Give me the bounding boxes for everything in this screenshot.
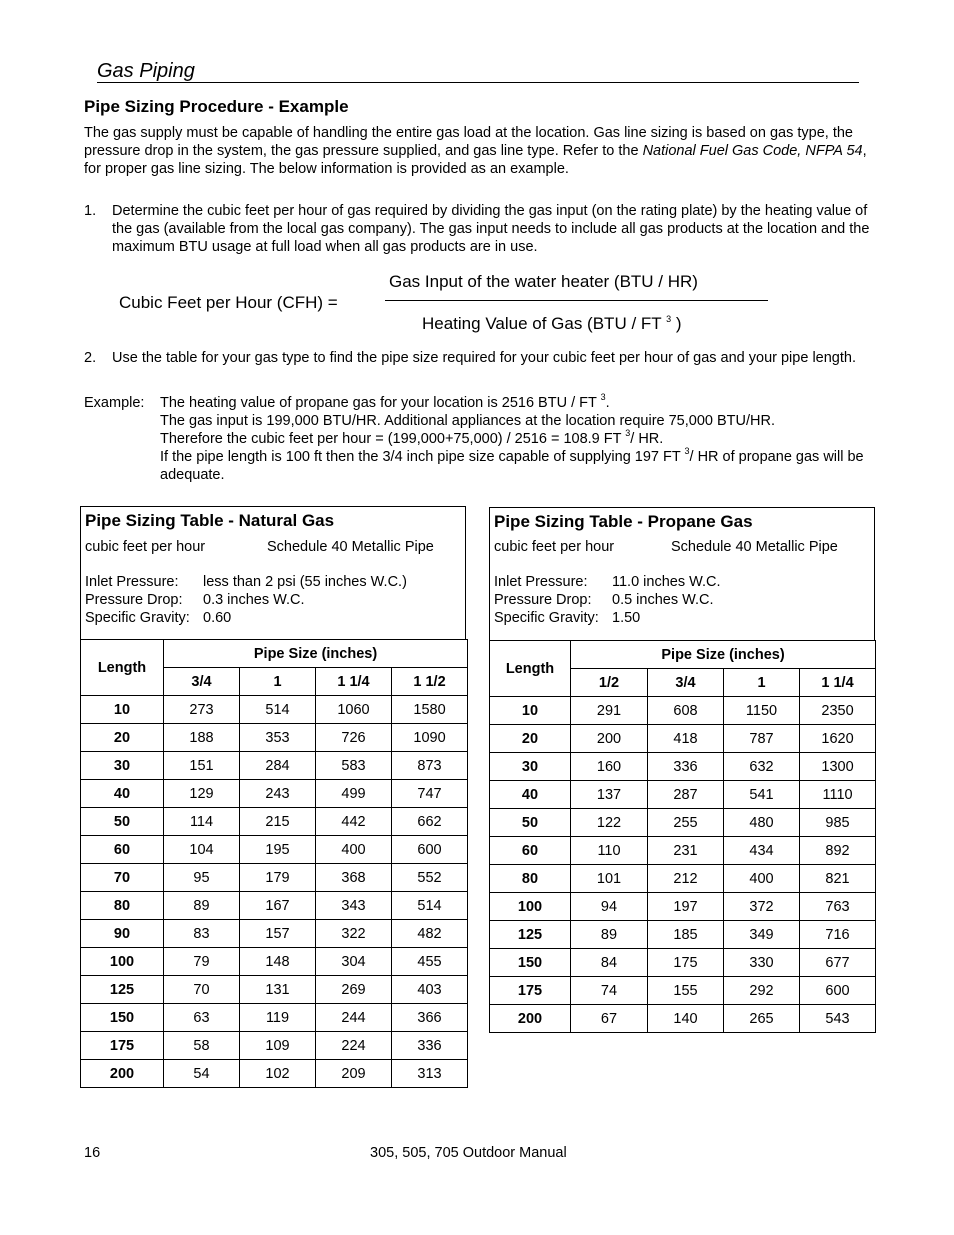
length-cell: 20: [81, 724, 164, 752]
capacity-cell: 155: [648, 977, 724, 1005]
table-row: [490, 809, 876, 837]
example-line-4: If the pipe length is 100 ft then the 3/4 inch pipe size capable of supplying 197 FT $^3$/ HR of propane gas will be adequate.: [160, 446, 864, 483]
pipe-size-col-header: 3/4: [648, 669, 724, 697]
denominator-close: ): [671, 314, 682, 333]
denominator-superscript: 3: [666, 314, 672, 324]
table-row: [81, 808, 468, 836]
capacity-cell: 70: [164, 976, 240, 1004]
capacity-cell: 403: [392, 976, 468, 1004]
capacity-cell: 677: [800, 949, 876, 977]
propane-gas-inlet-value: 11.0 inches W.C.: [612, 574, 721, 590]
capacity-cell: 600: [392, 836, 468, 864]
capacity-cell: 200: [571, 725, 648, 753]
denominator-text: Heating Value of Gas (BTU / FT: [422, 314, 667, 333]
capacity-cell: 600: [800, 977, 876, 1005]
capacity-cell: 244: [316, 1004, 392, 1032]
length-cell: 10: [490, 697, 571, 725]
capacity-cell: 1060: [316, 696, 392, 724]
capacity-cell: 129: [164, 780, 240, 808]
length-header: Length: [81, 640, 164, 696]
page-heading: Pipe Sizing Procedure - Example: [84, 97, 349, 116]
capacity-cell: 322: [316, 920, 392, 948]
length-cell: 150: [490, 949, 571, 977]
propane-gas-sg-value: 1.50: [612, 610, 641, 626]
title-rule: [97, 82, 859, 83]
capacity-cell: 102: [240, 1060, 316, 1088]
table-row: [81, 1060, 468, 1088]
formula-division-line: [385, 300, 768, 301]
example-line-1: The heating value of propane gas for your location is 2516 BTU / FT $^3$.: [160, 392, 610, 411]
capacity-cell: 58: [164, 1032, 240, 1060]
capacity-cell: 1110: [800, 781, 876, 809]
table-row: [490, 921, 876, 949]
capacity-cell: 336: [392, 1032, 468, 1060]
pipe-size-col-header: 1 1/2: [392, 668, 468, 696]
capacity-cell: 1620: [800, 725, 876, 753]
capacity-cell: 284: [240, 752, 316, 780]
table-row: [81, 976, 468, 1004]
capacity-cell: 67: [571, 1005, 648, 1033]
length-cell: 100: [490, 893, 571, 921]
table-row: [490, 753, 876, 781]
length-cell: 50: [490, 809, 571, 837]
capacity-cell: 110: [571, 837, 648, 865]
capacity-cell: 368: [316, 864, 392, 892]
pipe-size-header: Pipe Size (inches): [164, 640, 468, 668]
capacity-cell: 119: [240, 1004, 316, 1032]
natural-gas-inlet-value: less than 2 psi (55 inches W.C.): [203, 574, 407, 590]
capacity-cell: 109: [240, 1032, 316, 1060]
capacity-cell: 1300: [800, 753, 876, 781]
capacity-cell: 89: [164, 892, 240, 920]
pipe-size-col-header: 1: [240, 668, 316, 696]
table-row: [81, 836, 468, 864]
page-number: 16: [84, 1145, 101, 1161]
capacity-cell: 84: [571, 949, 648, 977]
capacity-cell: 54: [164, 1060, 240, 1088]
capacity-cell: 400: [724, 865, 800, 893]
capacity-cell: 151: [164, 752, 240, 780]
formula-label: Cubic Feet per Hour (CFH) =: [119, 293, 338, 312]
table-row: [81, 752, 468, 780]
capacity-cell: 349: [724, 921, 800, 949]
pipe-size-header: Pipe Size (inches): [571, 641, 876, 669]
capacity-cell: 366: [392, 1004, 468, 1032]
capacity-cell: 400: [316, 836, 392, 864]
capacity-cell: 313: [392, 1060, 468, 1088]
capacity-cell: 122: [571, 809, 648, 837]
length-cell: 10: [81, 696, 164, 724]
capacity-cell: 434: [724, 837, 800, 865]
length-cell: 90: [81, 920, 164, 948]
intro-text: The gas supply must be capable of handling the entire gas load at the location. Gas line sizing is based on gas type, the pressure drop in the system, the gas pressure supplied, and gas line type. Refer to the: [84, 125, 853, 159]
capacity-cell: 662: [392, 808, 468, 836]
capacity-cell: 179: [240, 864, 316, 892]
capacity-cell: 269: [316, 976, 392, 1004]
length-cell: 125: [81, 976, 164, 1004]
capacity-cell: 185: [648, 921, 724, 949]
capacity-cell: 197: [648, 893, 724, 921]
length-cell: 80: [81, 892, 164, 920]
capacity-cell: 499: [316, 780, 392, 808]
capacity-cell: 1150: [724, 697, 800, 725]
propane-gas-inlet-label: Inlet Pressure:: [494, 574, 588, 590]
length-cell: 30: [490, 753, 571, 781]
length-cell: 40: [81, 780, 164, 808]
length-cell: 125: [490, 921, 571, 949]
capacity-cell: 175: [648, 949, 724, 977]
capacity-cell: 1580: [392, 696, 468, 724]
capacity-cell: 157: [240, 920, 316, 948]
capacity-cell: 148: [240, 948, 316, 976]
intro-text-end: , for proper gas line sizing. The below information is provided as an example.: [84, 143, 867, 177]
capacity-cell: 114: [164, 808, 240, 836]
intro-paragraph: [84, 124, 874, 178]
capacity-cell: 188: [164, 724, 240, 752]
natural-gas-table-title: Pipe Sizing Table - Natural Gas: [85, 511, 335, 530]
capacity-cell: 985: [800, 809, 876, 837]
length-cell: 100: [81, 948, 164, 976]
example-body: [160, 394, 876, 484]
table-row: [81, 1032, 468, 1060]
capacity-cell: 543: [800, 1005, 876, 1033]
length-header: Length: [490, 641, 571, 697]
propane-gas-info-box: [489, 507, 875, 640]
capacity-cell: 224: [316, 1032, 392, 1060]
step-2-text: Use the table for your gas type to find the pipe size required for your cubic feet per hour of gas and your pipe length.: [112, 350, 856, 366]
capacity-cell: 372: [724, 893, 800, 921]
length-cell: 60: [490, 837, 571, 865]
capacity-cell: 273: [164, 696, 240, 724]
table-row: [490, 697, 876, 725]
capacity-cell: 455: [392, 948, 468, 976]
capacity-cell: 83: [164, 920, 240, 948]
table-row: [81, 1004, 468, 1032]
natural-gas-sg-label: Specific Gravity:: [85, 610, 190, 626]
capacity-cell: 552: [392, 864, 468, 892]
length-cell: 70: [81, 864, 164, 892]
length-cell: 200: [81, 1060, 164, 1088]
capacity-cell: 336: [648, 753, 724, 781]
capacity-cell: 418: [648, 725, 724, 753]
capacity-cell: 131: [240, 976, 316, 1004]
propane-gas-table-title: Pipe Sizing Table - Propane Gas: [494, 512, 753, 531]
table-row: [490, 977, 876, 1005]
capacity-cell: 330: [724, 949, 800, 977]
capacity-cell: 353: [240, 724, 316, 752]
capacity-cell: 167: [240, 892, 316, 920]
capacity-cell: 480: [724, 809, 800, 837]
step-1-text: Determine the cubic feet per hour of gas required by dividing the gas input (on the rating plate) by the heating value of the gas (available from the local gas company). The gas input needs to include all gas products at the location and the maximum BTU usage at full load when all gas products are in use.: [112, 203, 870, 255]
length-cell: 80: [490, 865, 571, 893]
propane-gas-unit: cubic feet per hour: [494, 539, 615, 555]
pipe-size-col-header: 1/2: [571, 669, 648, 697]
capacity-cell: 89: [571, 921, 648, 949]
natural-gas-sg-value: 0.60: [203, 610, 232, 626]
table-row: [490, 781, 876, 809]
length-cell: 200: [490, 1005, 571, 1033]
example-line-3: Therefore the cubic feet per hour = (199,000+75,000) / 2516 = 108.9 FT $^3$/ HR.: [160, 428, 664, 447]
capacity-cell: 442: [316, 808, 392, 836]
capacity-cell: 726: [316, 724, 392, 752]
formula-denominator: [422, 314, 681, 334]
capacity-cell: 104: [164, 836, 240, 864]
capacity-cell: 195: [240, 836, 316, 864]
length-cell: 50: [81, 808, 164, 836]
natural-gas-drop-value: 0.3 inches W.C.: [203, 592, 305, 608]
capacity-cell: 291: [571, 697, 648, 725]
table-row: [81, 724, 468, 752]
capacity-cell: 608: [648, 697, 724, 725]
capacity-cell: 231: [648, 837, 724, 865]
length-cell: 20: [490, 725, 571, 753]
capacity-cell: 137: [571, 781, 648, 809]
pipe-size-col-header: 1 1/4: [800, 669, 876, 697]
capacity-cell: 304: [316, 948, 392, 976]
table-row: [490, 837, 876, 865]
table-row: [81, 780, 468, 808]
pipe-size-col-header: 1 1/4: [316, 668, 392, 696]
capacity-cell: 747: [392, 780, 468, 808]
capacity-cell: 514: [392, 892, 468, 920]
table-row: [490, 725, 876, 753]
capacity-cell: 632: [724, 753, 800, 781]
capacity-cell: 763: [800, 893, 876, 921]
natural-gas-unit: cubic feet per hour: [85, 539, 206, 555]
table-row: [490, 1005, 876, 1033]
example-line-2: The gas input is 199,000 BTU/HR. Additional appliances at the location require 75,000 BTU/HR.: [160, 413, 775, 429]
section-title: Gas Piping: [97, 60, 195, 82]
capacity-cell: 265: [724, 1005, 800, 1033]
capacity-cell: 287: [648, 781, 724, 809]
propane-gas-pipe-type: Schedule 40 Metallic Pipe: [671, 539, 838, 555]
capacity-cell: 541: [724, 781, 800, 809]
capacity-cell: 1090: [392, 724, 468, 752]
propane-gas-sg-label: Specific Gravity:: [494, 610, 599, 626]
pipe-size-col-header: 1: [724, 669, 800, 697]
capacity-cell: 255: [648, 809, 724, 837]
capacity-cell: 292: [724, 977, 800, 1005]
formula-numerator: Gas Input of the water heater (BTU / HR): [389, 272, 698, 291]
length-cell: 175: [81, 1032, 164, 1060]
capacity-cell: 160: [571, 753, 648, 781]
natural-gas-table: [80, 639, 468, 1088]
capacity-cell: 482: [392, 920, 468, 948]
table-row: [81, 864, 468, 892]
capacity-cell: 787: [724, 725, 800, 753]
capacity-cell: 716: [800, 921, 876, 949]
capacity-cell: 140: [648, 1005, 724, 1033]
capacity-cell: 892: [800, 837, 876, 865]
table-row: [81, 948, 468, 976]
length-cell: 60: [81, 836, 164, 864]
capacity-cell: 215: [240, 808, 316, 836]
capacity-cell: 74: [571, 977, 648, 1005]
code-reference: National Fuel Gas Code, NFPA 54: [642, 143, 863, 159]
table-row: [81, 696, 468, 724]
length-cell: 175: [490, 977, 571, 1005]
step-2-number: 2.: [84, 350, 97, 366]
propane-gas-drop-label: Pressure Drop:: [494, 592, 592, 608]
length-cell: 30: [81, 752, 164, 780]
capacity-cell: 343: [316, 892, 392, 920]
step-1-number: 1.: [84, 203, 97, 219]
table-row: [81, 920, 468, 948]
natural-gas-inlet-label: Inlet Pressure:: [85, 574, 179, 590]
example-label: Example:: [84, 395, 145, 411]
propane-gas-drop-value: 0.5 inches W.C.: [612, 592, 714, 608]
capacity-cell: 63: [164, 1004, 240, 1032]
capacity-cell: 243: [240, 780, 316, 808]
capacity-cell: 212: [648, 865, 724, 893]
capacity-cell: 94: [571, 893, 648, 921]
natural-gas-pipe-type: Schedule 40 Metallic Pipe: [267, 539, 434, 555]
capacity-cell: 821: [800, 865, 876, 893]
length-cell: 40: [490, 781, 571, 809]
capacity-cell: 209: [316, 1060, 392, 1088]
capacity-cell: 2350: [800, 697, 876, 725]
table-row: [490, 893, 876, 921]
capacity-cell: 101: [571, 865, 648, 893]
capacity-cell: 79: [164, 948, 240, 976]
table-row: [81, 892, 468, 920]
table-row: [490, 865, 876, 893]
length-cell: 150: [81, 1004, 164, 1032]
pipe-size-col-header: 3/4: [164, 668, 240, 696]
capacity-cell: 583: [316, 752, 392, 780]
table-row: [490, 949, 876, 977]
manual-title: 305, 505, 705 Outdoor Manual: [370, 1145, 567, 1161]
capacity-cell: 95: [164, 864, 240, 892]
propane-gas-table: [489, 640, 876, 1033]
capacity-cell: 873: [392, 752, 468, 780]
capacity-cell: 514: [240, 696, 316, 724]
natural-gas-info-box: [80, 506, 466, 639]
natural-gas-drop-label: Pressure Drop:: [85, 592, 183, 608]
